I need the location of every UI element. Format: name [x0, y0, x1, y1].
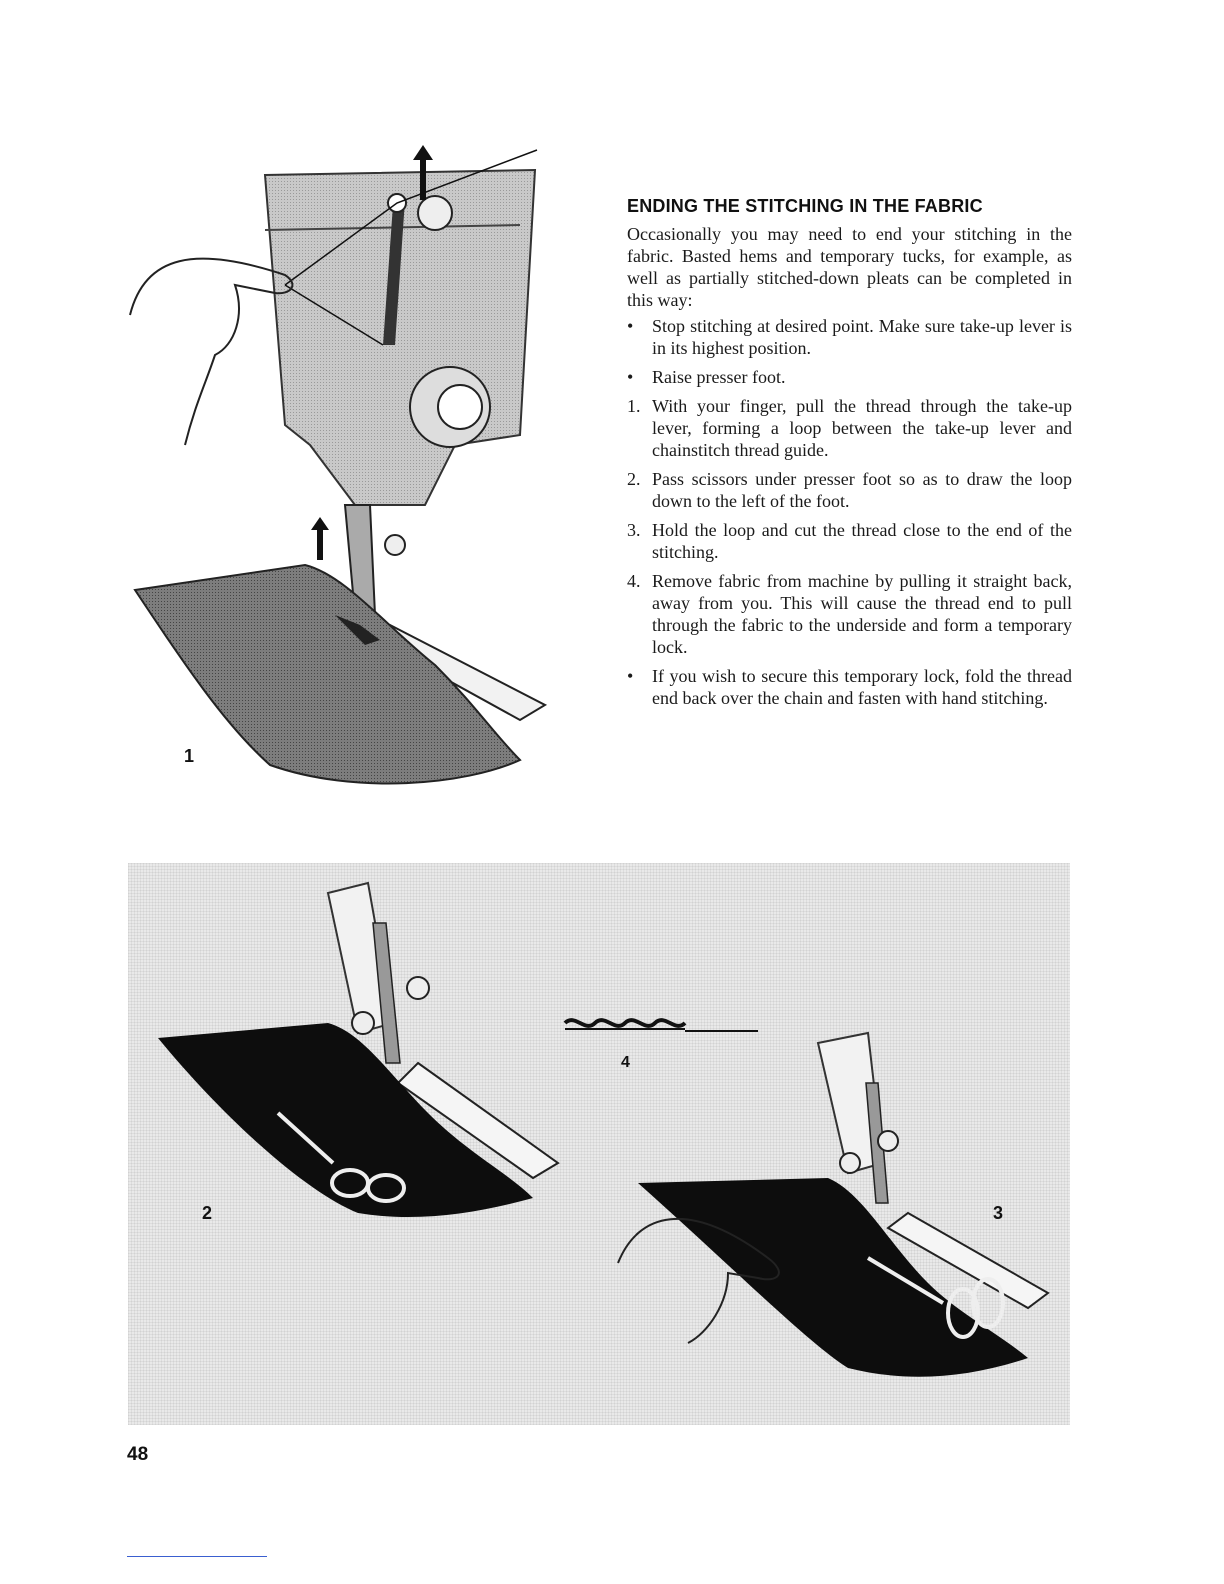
figure-1-label: 1: [184, 746, 195, 766]
step-item: [627, 315, 1072, 359]
step-marker: 4.: [627, 571, 641, 591]
step-marker: 3.: [627, 520, 641, 540]
step-text: Pass scissors under presser foot so as to draw the loop down to the left of the foot.: [652, 469, 1072, 511]
step-item: [627, 519, 1072, 563]
step-marker: •: [627, 666, 634, 686]
step-text: Remove fabric from machine by pulling it straight back, away from you. This will cause the thread end to pull through the fabric to the underside and form a temporary lock.: [652, 571, 1072, 657]
footer-rule: [127, 1556, 267, 1557]
figure-3-label: 3: [993, 1203, 1004, 1223]
hand-outline: [130, 259, 292, 445]
tension-knob: [418, 196, 452, 230]
section-title: ENDING THE STITCHING IN THE FABRIC: [627, 196, 983, 216]
page-number: 48: [127, 1444, 149, 1465]
step-text: If you wish to secure this temporary lock, fold the thread end back over the chain and fasten with hand stitching.: [652, 666, 1072, 708]
figure-3-drawing: [618, 1033, 1048, 1377]
step-item: [627, 665, 1072, 709]
step-text: With your finger, pull the thread through the take-up lever, forming a loop between the take-up lever and chainstitch thread guide.: [652, 396, 1072, 460]
intro-paragraph: Occasionally you may need to end your stitching in the fabric. Basted hems and temporary tucks, for example, as well as partially stitched-down pleats can be completed in this way:: [627, 224, 1072, 310]
step-marker: •: [627, 316, 634, 336]
step-text: Raise presser foot.: [652, 367, 786, 387]
fabric-dark-3: [638, 1178, 1028, 1377]
instruction-column: [627, 196, 1072, 716]
figure-2-drawing: [158, 883, 558, 1217]
figure-4-label: 4: [621, 1054, 630, 1071]
step-item: [627, 570, 1072, 658]
step-marker: •: [627, 367, 634, 387]
figure-panel-drawing: [128, 863, 1070, 1425]
figure-1-illustration: [125, 145, 550, 795]
step-list: [627, 315, 1072, 709]
arrow-up-bottom: [311, 517, 329, 560]
figure-panel: [128, 863, 1070, 1425]
step-item: [627, 366, 1072, 388]
figure-4-chain-stitch: [565, 1020, 758, 1031]
step-marker: 1.: [627, 396, 641, 416]
figure-1-drawing: [125, 145, 550, 795]
step-item: [627, 468, 1072, 512]
step-text: Stop stitching at desired point. Make sure take-up lever is in its highest position.: [652, 316, 1072, 358]
step-marker: 2.: [627, 469, 641, 489]
figure-2-label: 2: [202, 1203, 213, 1223]
step-item: [627, 395, 1072, 461]
step-text: Hold the loop and cut the thread close to the end of the stitching.: [652, 520, 1072, 562]
